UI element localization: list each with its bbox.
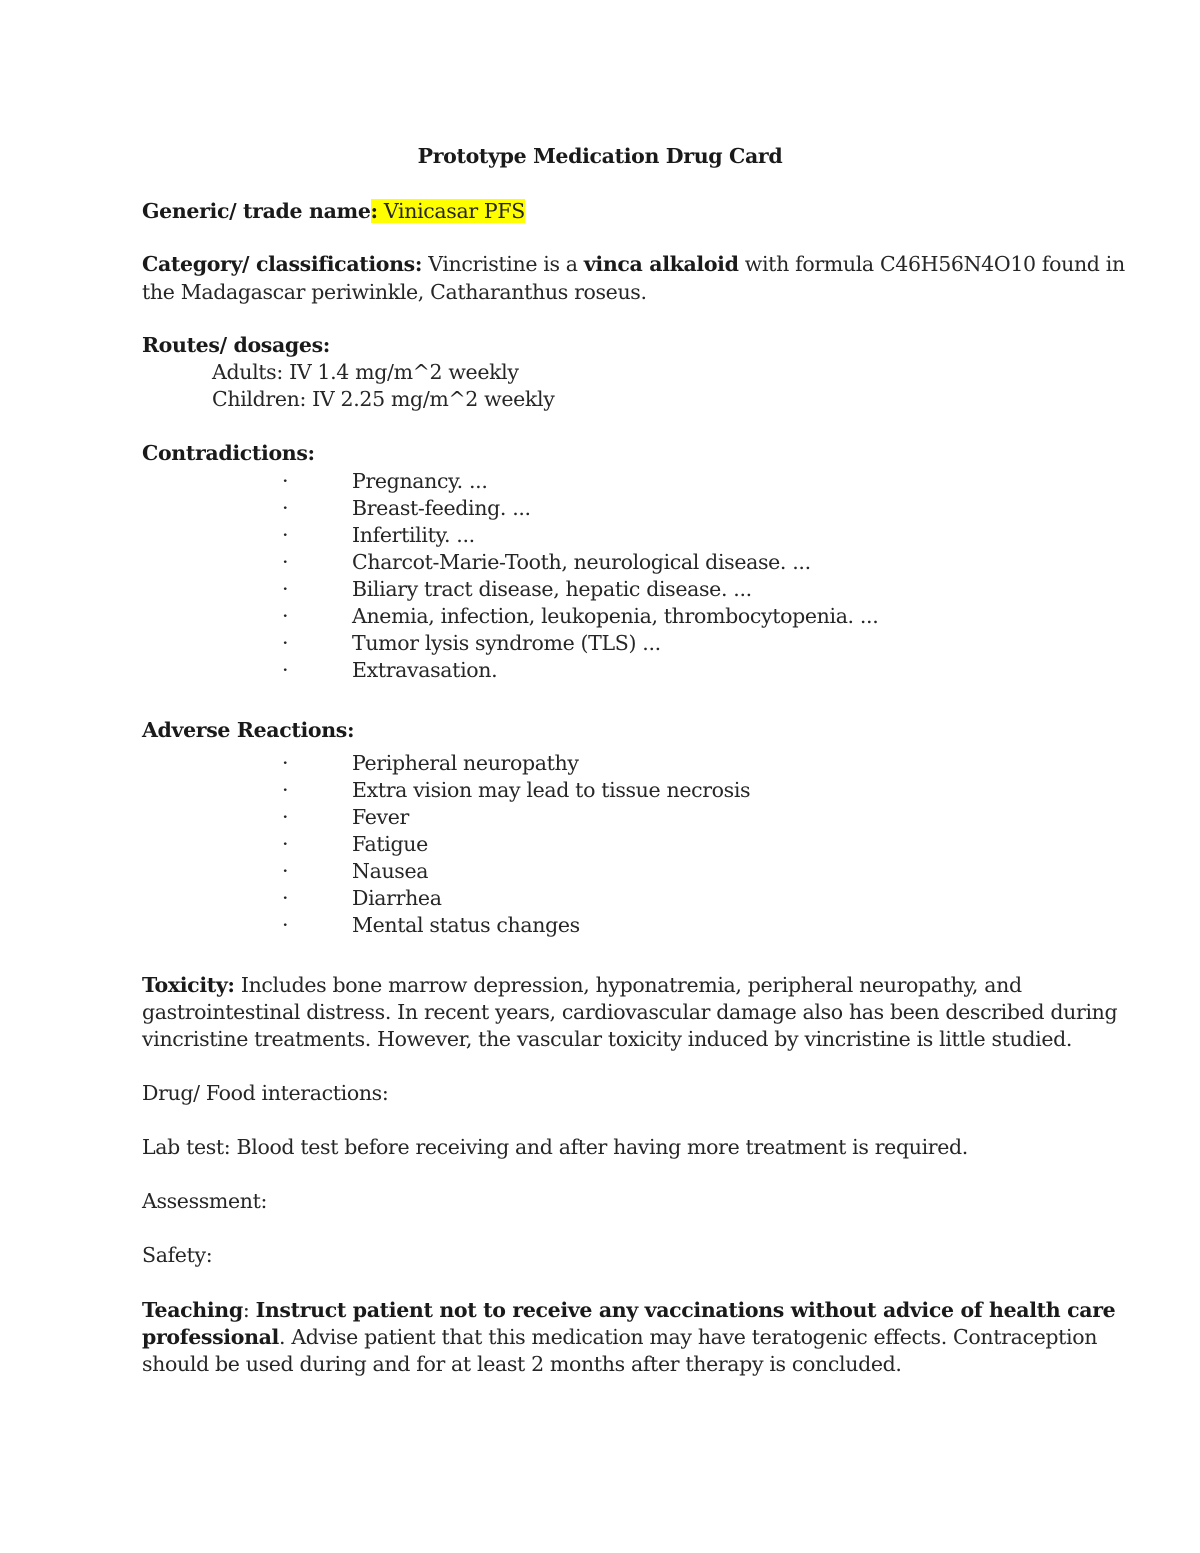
assessment: Assessment: <box>142 1189 268 1213</box>
list-bullet: · <box>282 523 289 547</box>
generic-name-line <box>142 197 525 225</box>
toxicity-line-1: Toxicity: Includes bone marrow depression, hyponatremia, peripheral neuropathy, and <box>142 973 1022 997</box>
list-item: Fatigue <box>352 832 428 856</box>
teaching-line-2: professional. Advise patient that this medication may have teratogenic effects. Contraception <box>142 1325 1098 1349</box>
generic-name-value: Vinicasar PFS <box>377 199 525 223</box>
list-item: Breast-feeding. ... <box>352 496 531 520</box>
lab-test: Lab test: Blood test before receiving and after having more treatment is required. <box>142 1135 968 1159</box>
drug-food-interactions: Drug/ Food interactions: <box>142 1081 389 1105</box>
list-item: Extravasation. <box>352 658 498 682</box>
category-line-1: Category/ classifications: Vincristine is a vinca alkaloid with formula C46H56N4O10 found in <box>142 252 1125 276</box>
generic-name-highlight: : Vinicasar PFS <box>370 199 525 223</box>
toxicity-label: Toxicity: <box>142 973 235 997</box>
list-bullet: · <box>282 658 289 682</box>
contradictions-label: Contradictions: <box>142 441 315 465</box>
list-bullet: · <box>282 805 289 829</box>
toxicity-line-3: vincristine treatments. However, the vascular toxicity induced by vincristine is little studied. <box>142 1027 1073 1051</box>
list-bullet: · <box>282 469 289 493</box>
teaching-line-1: Teaching: Instruct patient not to receive any vaccinations without advice of health care <box>142 1298 1116 1322</box>
routes-children: Children: IV 2.25 mg/m^2 weekly <box>212 387 555 411</box>
list-item: Extra vision may lead to tissue necrosis <box>352 778 751 802</box>
adverse-label: Adverse Reactions: <box>142 718 355 742</box>
list-bullet: · <box>282 577 289 601</box>
list-item: Mental status changes <box>352 913 580 937</box>
list-bullet: · <box>282 832 289 856</box>
teaching-line-3: should be used during and for at least 2 months after therapy is concluded. <box>142 1352 902 1376</box>
list-item: Fever <box>352 805 409 829</box>
routes-label: Routes/ dosages: <box>142 333 331 357</box>
category-line-2: the Madagascar periwinkle, Catharanthus roseus. <box>142 280 647 304</box>
routes-adults: Adults: IV 1.4 mg/m^2 weekly <box>212 360 519 384</box>
list-bullet: · <box>282 859 289 883</box>
list-bullet: · <box>282 604 289 628</box>
list-item: Charcot-Marie-Tooth, neurological disease. ... <box>352 550 811 574</box>
list-item: Pregnancy. ... <box>352 469 488 493</box>
list-bullet: · <box>282 751 289 775</box>
document-title: Prototype Medication Drug Card <box>417 144 783 168</box>
list-item: Biliary tract disease, hepatic disease. ... <box>352 577 752 601</box>
list-bullet: · <box>282 886 289 910</box>
toxicity-line-2: gastrointestinal distress. In recent years, cardiovascular damage also has been described during <box>142 1000 1118 1024</box>
list-item: Tumor lysis syndrome (TLS) ... <box>352 631 661 655</box>
category-bold-term: vinca alkaloid <box>583 252 739 276</box>
safety: Safety: <box>142 1243 213 1267</box>
category-label: Category/ classifications: <box>142 252 423 276</box>
list-item: Diarrhea <box>352 886 442 910</box>
list-item: Infertility. ... <box>352 523 475 547</box>
list-bullet: · <box>282 631 289 655</box>
teaching-label: Teaching <box>142 1298 243 1322</box>
generic-name-label: Generic/ trade name <box>142 199 371 223</box>
list-bullet: · <box>282 913 289 937</box>
list-item: Peripheral neuropathy <box>352 751 579 775</box>
list-bullet: · <box>282 550 289 574</box>
list-bullet: · <box>282 496 289 520</box>
list-bullet: · <box>282 778 289 802</box>
list-item: Nausea <box>352 859 429 883</box>
list-item: Anemia, infection, leukopenia, thrombocytopenia. ... <box>352 604 879 628</box>
